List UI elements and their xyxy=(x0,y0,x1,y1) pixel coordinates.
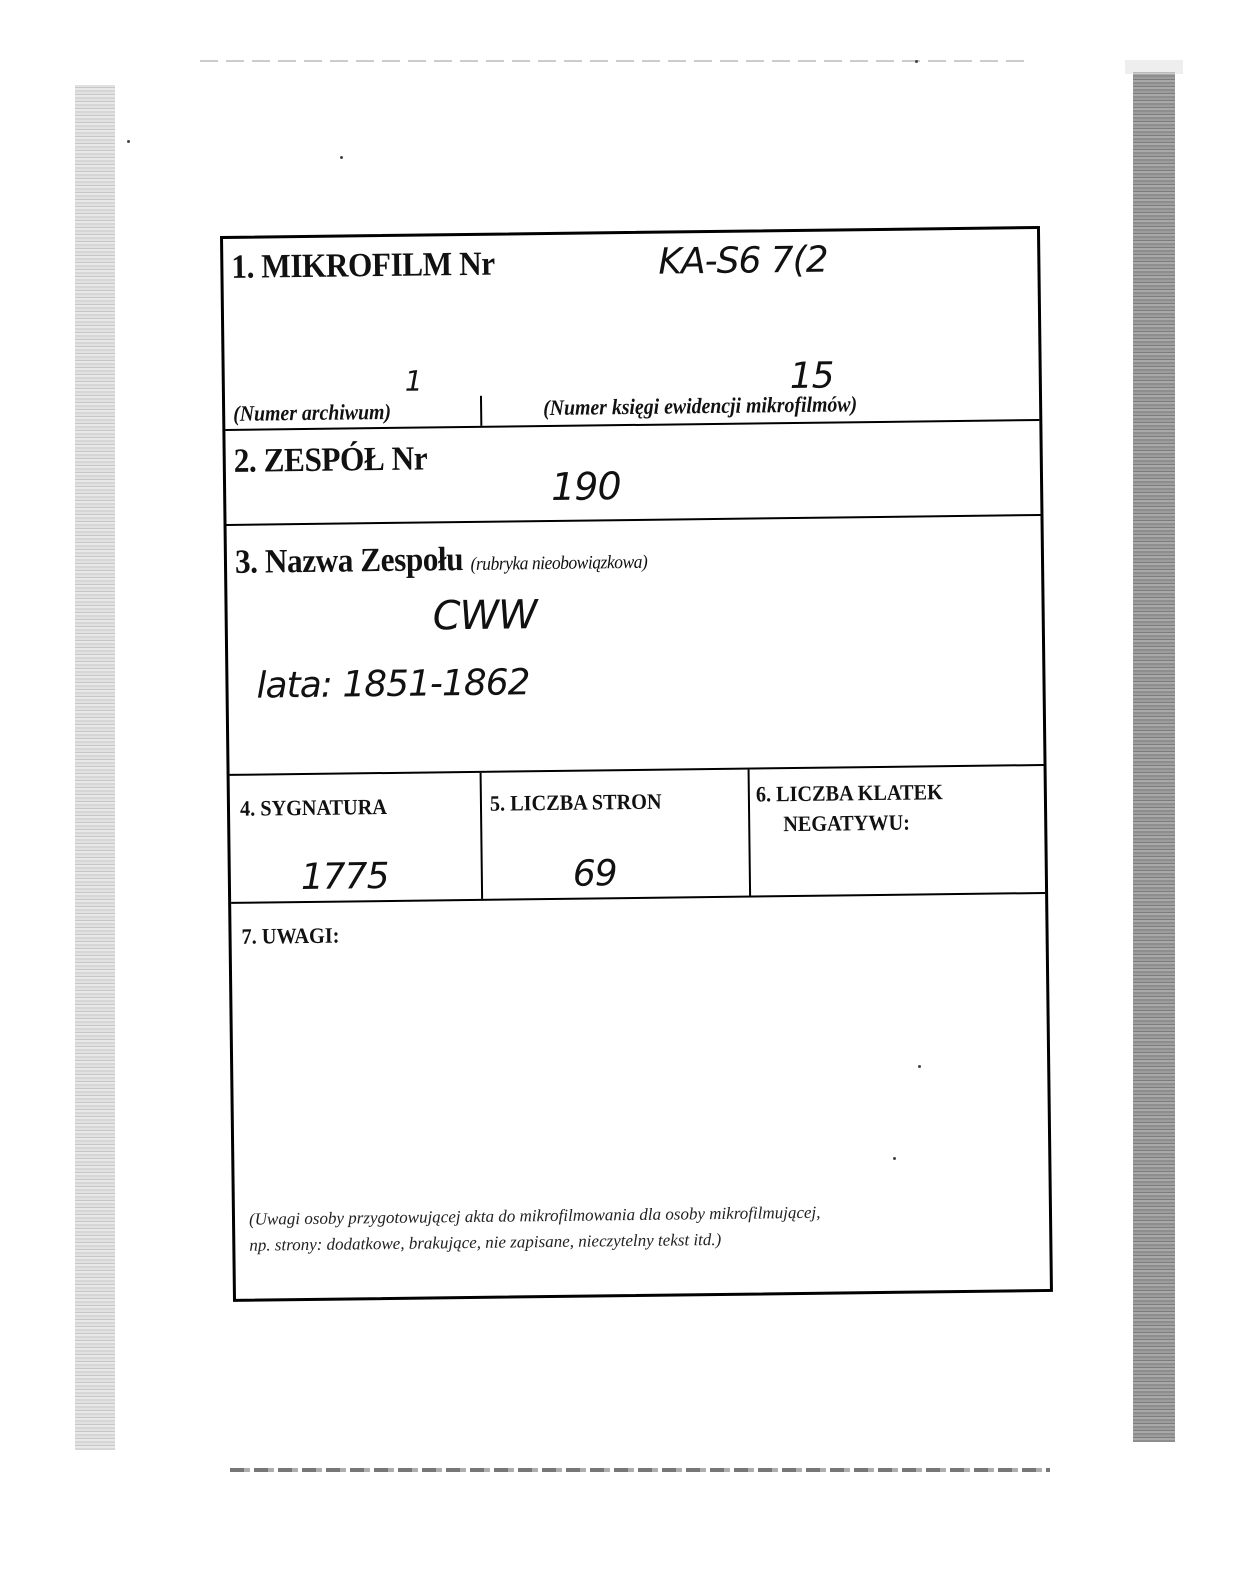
negative-frames-label-2: NEGATYWU: xyxy=(783,809,911,837)
fonds-number-value: 190 xyxy=(550,464,621,509)
signature-label: 4. SYGNATURA xyxy=(239,794,388,821)
microfilm-record-form xyxy=(220,226,1053,1302)
remarks-instructions xyxy=(249,1197,1042,1259)
section-fonds-name xyxy=(227,516,1044,776)
speck xyxy=(127,140,130,143)
fonds-name-value: CWW xyxy=(432,592,537,640)
fonds-name-title: 3. Nazwa Zespołu xyxy=(234,541,464,581)
fonds-name-optional-note: (rubryka nieobowiązkowa) xyxy=(470,551,648,575)
page-count-cell xyxy=(482,770,752,899)
signature-value: 1775 xyxy=(300,855,389,899)
remarks-instructions-line-2: np. strony: dodatkowe, brakujące, nie zapisane, nieczytelny tekst itd.) xyxy=(249,1229,722,1255)
section-remarks xyxy=(231,894,1050,1299)
microfilm-number-label: 1. MIKROFILM Nr xyxy=(231,245,495,286)
divider xyxy=(480,396,482,426)
microfilm-number-value: KA-S6 7(2 xyxy=(658,239,828,283)
section-microfilm-number xyxy=(223,229,1039,431)
page-count-label: 5. LICZBA STRON xyxy=(489,788,662,816)
page-count-value: 69 xyxy=(572,853,617,895)
scan-artifact-top xyxy=(200,60,1030,62)
negative-frames-cell xyxy=(750,766,1046,896)
speck xyxy=(915,60,918,63)
scan-edge-left xyxy=(75,85,115,1450)
negative-frames-label-1: 6. LICZBA KLATEK xyxy=(755,779,943,807)
speck xyxy=(340,156,343,159)
archive-number-label: (Numer archiwum) xyxy=(233,398,392,426)
archive-number-value: 1 xyxy=(404,364,422,398)
fonds-years-value: lata: 1851-1862 xyxy=(256,662,530,707)
fonds-number-label: 2. ZESPÓŁ Nr xyxy=(233,440,428,480)
ledger-number-label: (Numer księgi ewidencji mikrofilmów) xyxy=(542,391,858,421)
fonds-name-label xyxy=(235,539,648,582)
section-fonds-number xyxy=(225,421,1040,526)
remarks-instructions-line-1: (Uwagi osoby przygotowującej akta do mikrofilmowania dla osoby mikrofilmującej, xyxy=(248,1202,821,1229)
scan-edge-right xyxy=(1133,72,1175,1442)
remarks-label: 7. UWAGI: xyxy=(241,922,340,949)
ledger-number-value: 15 xyxy=(789,355,834,398)
scan-artifact-bottom xyxy=(230,1468,1050,1472)
section-details xyxy=(230,766,1046,904)
signature-cell xyxy=(230,773,484,902)
